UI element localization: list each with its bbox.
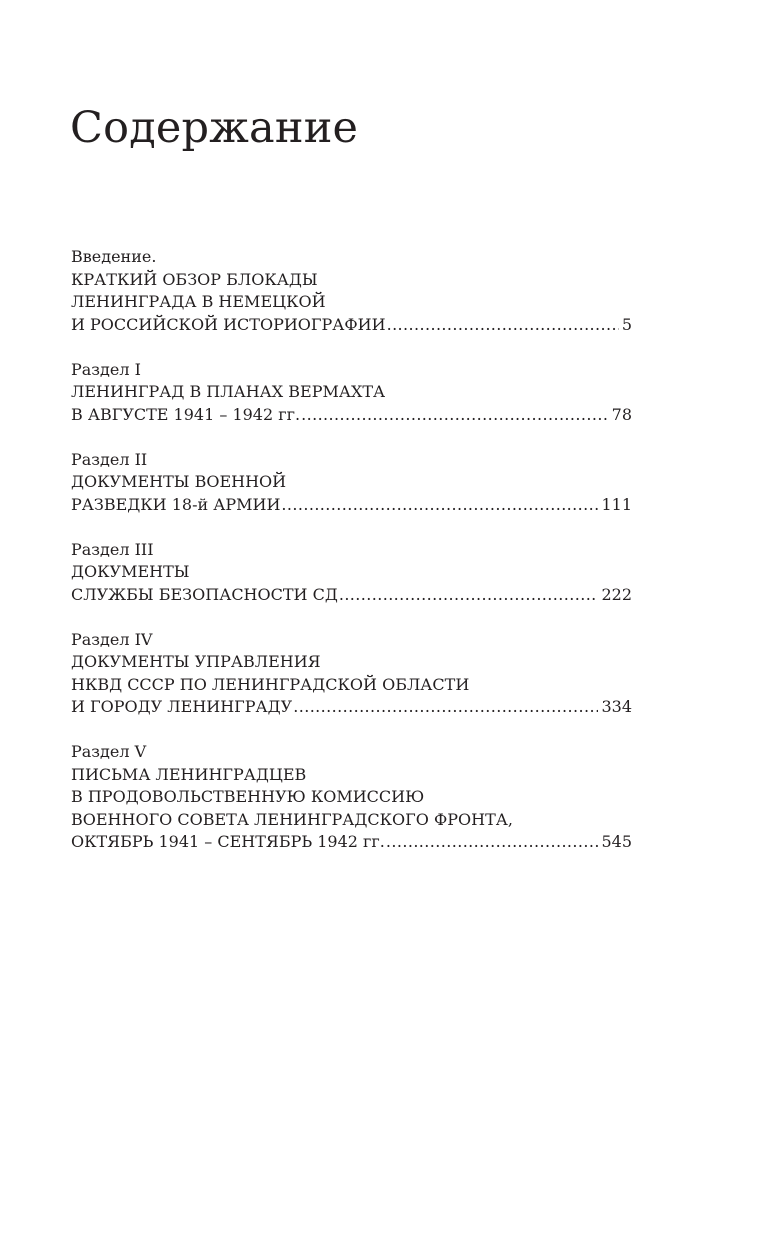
toc-line: НКВД СССР ПО ЛЕНИНГРАДСКОЙ ОБЛАСТИ [71, 674, 470, 694]
toc-line: ВОЕННОГО СОВЕТА ЛЕНИНГРАДСКОГО ФРОНТА, [71, 809, 513, 829]
toc-line-with-page [71, 696, 632, 719]
toc-line: ДОКУМЕНТЫ ВОЕННОЙ [71, 472, 287, 491]
page-number: 78 [611, 404, 632, 424]
toc-entry-section-1 [71, 359, 632, 427]
toc-line: ЛЕНИНГРАД В ПЛАНАХ ВЕРМАХТА [71, 382, 386, 401]
toc-line: ДОКУМЕНТЫ [71, 562, 190, 581]
dot-leader [301, 404, 609, 427]
toc-line: Раздел III [71, 539, 154, 559]
toc-entry-section-3 [71, 539, 632, 607]
toc-last-line: РАЗВЕДКИ 18-й АРМИИ [71, 494, 281, 514]
page-number: 111 [601, 494, 632, 514]
dot-leader [281, 494, 598, 517]
page-number: 222 [601, 584, 632, 604]
dot-leader [387, 314, 619, 337]
toc-last-line: И РОССИЙСКОЙ ИСТОРИОГРАФИИ [71, 314, 386, 334]
toc-line: Раздел II [71, 449, 148, 469]
dot-leader [339, 584, 599, 607]
page-number: 545 [601, 832, 632, 851]
toc-last-line: И ГОРОДУ ЛЕНИНГРАДУ [71, 697, 293, 716]
toc-line: ДОКУМЕНТЫ УПРАВЛЕНИЯ [71, 652, 321, 671]
toc-line-with-page [71, 314, 632, 337]
dot-leader [386, 831, 599, 854]
table-of-contents [71, 246, 632, 876]
toc-line-with-page [71, 494, 632, 517]
toc-line: ЛЕНИНГРАДА В НЕМЕЦКОЙ [71, 292, 326, 311]
dot-leader [293, 696, 598, 719]
toc-entry-section-5 [71, 741, 632, 854]
toc-line: Введение. [71, 247, 157, 266]
page-title: Содержание [70, 103, 359, 153]
toc-line: Раздел I [71, 359, 141, 379]
toc-last-line: В АВГУСТЕ 1941 – 1942 гг. [71, 404, 301, 424]
toc-line: ПИСЬМА ЛЕНИНГРАДЦЕВ [71, 764, 307, 784]
toc-last-line: ОКТЯБРЬ 1941 – СЕНТЯБРЬ 1942 гг. [71, 832, 385, 851]
toc-entry-section-4 [71, 629, 632, 719]
toc-line-with-page [71, 584, 632, 607]
toc-line: В ПРОДОВОЛЬСТВЕННУЮ КОМИССИЮ [71, 787, 425, 806]
toc-entry-introduction [71, 246, 632, 336]
toc-line: Раздел V [71, 742, 147, 761]
page-number: 334 [601, 697, 632, 716]
toc-line: КРАТКИЙ ОБЗОР БЛОКАДЫ [71, 269, 318, 289]
toc-last-line: СЛУЖБЫ БЕЗОПАСНОСТИ СД [71, 584, 338, 604]
toc-line: Раздел IV [71, 629, 153, 649]
toc-line-with-page [71, 831, 632, 854]
toc-entry-section-2 [71, 449, 632, 517]
page-number: 5 [621, 314, 632, 334]
toc-line-with-page [71, 404, 632, 427]
